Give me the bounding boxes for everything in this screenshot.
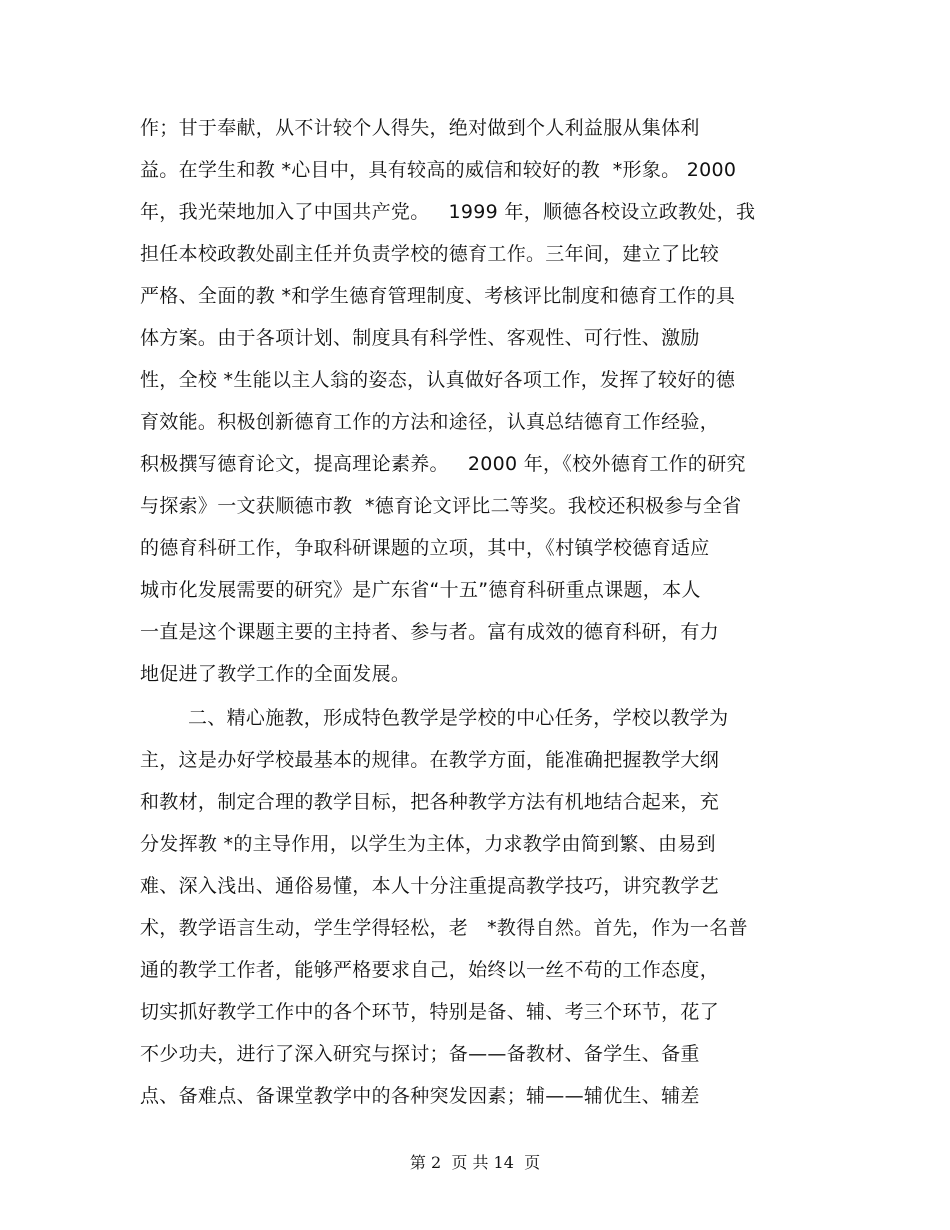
text-line: 与探索》一文获顺德市教 *德育论文评比二等奖。我校还积极参与全省 [140, 495, 742, 517]
text-line: 育效能。积极创新德育工作的方法和途径，认真总结德育工作经验， [140, 411, 720, 433]
text-line: 地促进了教学工作的全面发展。 [140, 663, 411, 685]
text-line: 积极撰写德育论文，提高理论素养。 2000 年，《校外德育工作的研究 [140, 453, 746, 475]
text-line: 切实抓好教学工作中的各个环节，特别是备、辅、考三个环节，花了 [140, 1001, 720, 1023]
text-line: 性，全校 *生能以主人翁的姿态，认真做好各项工作，发挥了较好的德 [140, 369, 736, 391]
text-line: 通的教学工作者，能够严格要求自己，始终以一丝不苟的工作态度， [140, 959, 720, 981]
text-line: 点、备难点、备课堂教学中的各种突发因素；辅——辅优生、辅差 [140, 1085, 700, 1107]
text-line: 分发挥教 *的主导作用，以学生为主体，力求教学由简到繁、由易到 [140, 833, 716, 855]
text-line: 主，这是办好学校最基本的规律。在教学方面，能准确把握教学大纲 [140, 749, 720, 771]
text-line: 和教材，制定合理的教学目标，把各种教学方法有机地结合起来，充 [140, 791, 720, 813]
text-line: 的德育科研工作，争取科研课题的立项，其中，《村镇学校德育适应 [140, 537, 710, 559]
text-line: 作；甘于奉献，从不计较个人得失，绝对做到个人利益服从集体利 [140, 117, 700, 139]
text-line: 不少功夫，进行了深入研究与探讨；备——备教材、备学生、备重 [140, 1043, 700, 1065]
text-line: 严格、全面的教 *和学生德育管理制度、考核评比制度和德育工作的具 [140, 285, 736, 307]
text-line: 难、深入浅出、通俗易懂，本人十分注重提高教学技巧，讲究教学艺 [140, 875, 720, 897]
paragraph-start-line: 二、精心施教，形成特色教学是学校的中心任务，学校以教学为 [188, 707, 729, 729]
text-line: 体方案。由于各项计划、制度具有科学性、客观性、可行性、激励 [140, 327, 700, 349]
text-line: 担任本校政教处副主任并负责学校的德育工作。三年间，建立了比较 [140, 243, 720, 265]
text-line: 术，教学语言生动，学生学得轻松，老 *教得自然。首先，作为一名普 [140, 917, 748, 939]
page-number-footer: 第 2 页 共 14 页 [409, 1153, 541, 1172]
text-line: 一直是这个课题主要的主持者、参与者。富有成效的德育科研，有力 [140, 621, 720, 643]
text-line: 益。在学生和教 *心目中，具有较高的威信和较好的教 *形象。 2000 [140, 159, 737, 181]
text-line: 年，我光荣地加入了中国共产党。 1999 年，顺德各校设立政教处，我 [140, 201, 756, 223]
text-line: 城市化发展需要的研究》是广东省“十五”德育科研重点课题，本人 [140, 579, 701, 601]
